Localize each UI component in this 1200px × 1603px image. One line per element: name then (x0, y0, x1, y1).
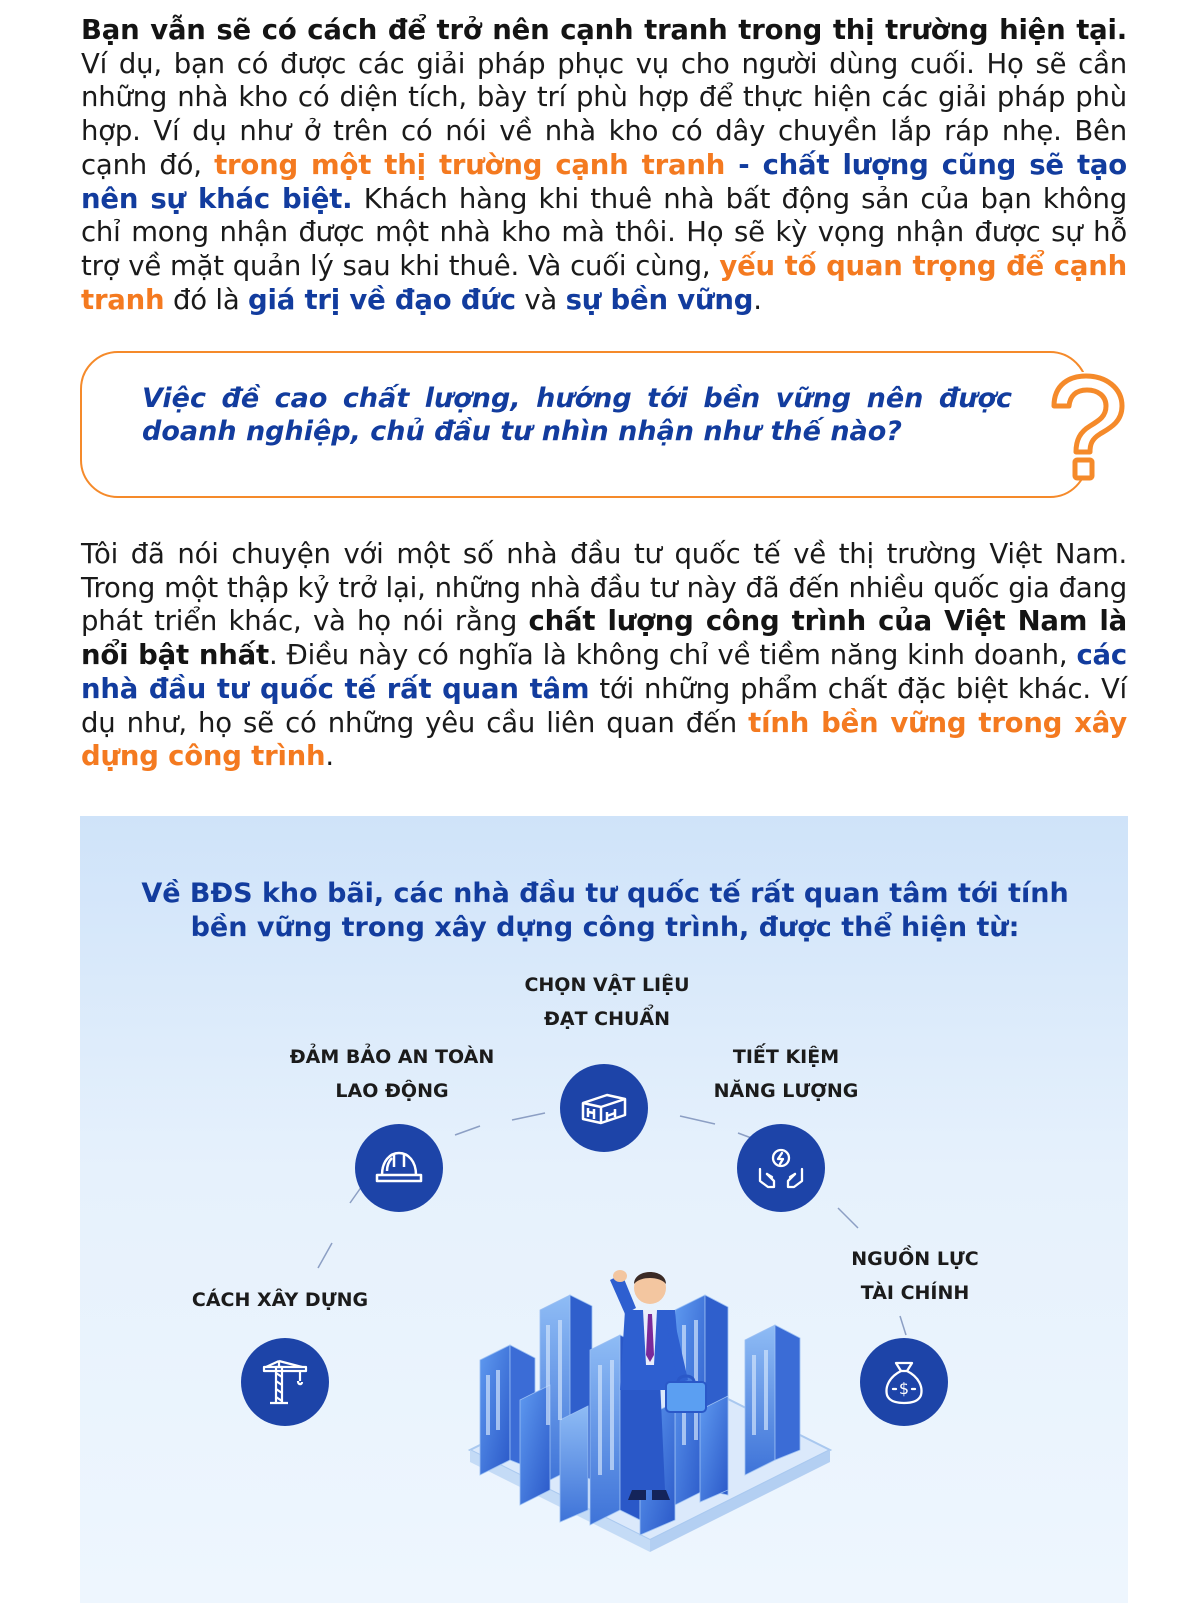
label-materials (512, 968, 702, 1036)
label-finance (845, 1242, 985, 1310)
label-materials-line1: CHỌN VẬT LIỆU (524, 974, 690, 996)
energy-hands-icon (754, 1141, 808, 1195)
label-finance-line1: NGUỒN LỰC (851, 1248, 979, 1270)
para1-bold-lead: Bạn vẫn sẽ có cách để trở nên cạnh tranh trong thị trường hiện tại. (81, 14, 1127, 46)
money-bag-icon (877, 1355, 931, 1409)
label-safety-line2: LAO ĐỘNG (335, 1080, 449, 1102)
para1-text: Ví dụ, bạn có được các giải pháp phục vụ cho người dùng cuối. Họ sẽ cần những nhà kho có diện tích, bày trí phù hợp để thực hiện các giải pháp phù hợp. Ví dụ như ở trên có nói về nhà kho có dây chuyền lắp ráp nhẹ. Bên cạnh đó, (81, 47, 1127, 181)
businessman-city-illustration (460, 1190, 840, 1590)
question-text: Việc đề cao chất lượng, hướng tới bền vững nên được doanh nghiệp, chủ đầu tư nhìn nhận như thế nào? (142, 383, 1012, 447)
para1-orange-highlight-2: yếu tố quan trọng để cạnh tranh (81, 249, 1127, 316)
safety-circle (355, 1124, 443, 1212)
building-blocks-icon (577, 1081, 631, 1135)
para2-bold-highlight: chất lượng công trình của Việt Nam là nổi bật nhất (81, 605, 1127, 672)
para2-blue-highlight: các nhà đầu tư quốc tế rất quan tâm (81, 639, 1127, 705)
label-energy-line2: NĂNG LƯỢNG (713, 1080, 859, 1102)
label-finance-line2: TÀI CHÍNH (860, 1282, 970, 1304)
label-energy (706, 1040, 866, 1108)
para1-blue-highlight-1: - chất lượng cũng sẽ tạo nên sự khác biệt. (81, 148, 1127, 215)
label-construction (180, 1283, 380, 1317)
para1-blue-highlight-3: sự bền vững (565, 283, 754, 316)
para2-text-2: . Điều này có nghĩa là không chỉ về tiềm năng kinh doanh, (268, 639, 1077, 672)
finance-circle (860, 1338, 948, 1426)
para1-text-4: và (515, 283, 566, 316)
para2-text-3: tới những phẩm chất đặc biệt khác. Ví dụ như, họ sẽ có những yêu cầu liên quan đến (81, 672, 1127, 739)
para1-text-2: Khách hàng khi thuê nhà bất động sản của bạn không chỉ mong nhận được một nhà kho mà thôi. Họ sẽ kỳ vọng nhận được sự hỗ trợ về mặt quản lý sau khi thuê. Và cuối cùng, (81, 182, 1128, 282)
label-safety-line1: ĐẢM BẢO AN TOÀN (289, 1046, 495, 1068)
crane-icon (258, 1355, 312, 1409)
label-materials-line2: ĐẠT CHUẨN (543, 1008, 671, 1030)
svg-text:$: $ (898, 1379, 910, 1398)
label-construction-line1: CÁCH XÂY DỰNG (191, 1289, 369, 1311)
materials-circle (560, 1064, 648, 1152)
infographic-title: Về BĐS kho bãi, các nhà đầu tư quốc tế rất quan tâm tới tính bền vững trong xây dựng công trình, được thể hiện từ: (141, 878, 1069, 943)
para2-orange-highlight: tính bền vững trong xây dựng công trình (81, 706, 1128, 773)
label-safety (282, 1040, 502, 1108)
para2-text: Tôi đã nói chuyện với một số nhà đầu tư quốc tế về thị trường Việt Nam. Trong một thập kỷ trở lại, những nhà đầu tư này đã đến nhiều quốc gia đang phát triển khác, và họ nói rằng (81, 538, 1127, 638)
para1-orange-highlight-1: trong một thị trường cạnh tranh (214, 148, 726, 181)
para1-text-5: . (753, 283, 762, 316)
label-energy-line1: TIẾT KIỆM (732, 1046, 840, 1068)
hard-hat-icon (372, 1141, 426, 1195)
construction-circle (241, 1338, 329, 1426)
para1-blue-highlight-2: giá trị về đạo đức (248, 283, 516, 316)
para2-text-4: . (325, 740, 334, 773)
para1-text-3: đó là (164, 283, 249, 316)
